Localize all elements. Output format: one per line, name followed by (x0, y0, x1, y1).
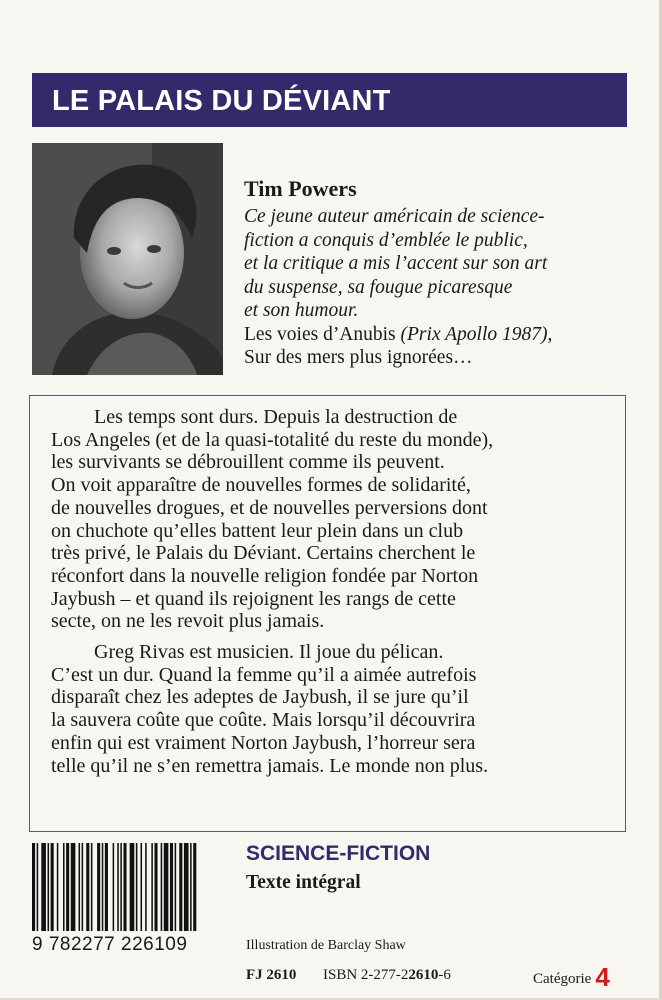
synopsis-paragraph (51, 641, 611, 777)
isbn-prefix: ISBN 2-277-2 (323, 967, 409, 983)
barcode-bar (117, 843, 119, 931)
barcode-bar (151, 843, 153, 931)
barcode-bar (91, 843, 93, 931)
barcode-bar (48, 843, 50, 931)
barcode-bar (57, 843, 59, 931)
synopsis-line: On voit apparaître de nouvelles formes de solidarité, (51, 474, 471, 497)
barcode-bar (113, 843, 115, 931)
barcode-bar (51, 843, 54, 931)
work-title: Les voies d’Anubis (244, 323, 396, 345)
synopsis-line: Los Angeles (et de la quasi-totalité du reste du monde), (51, 428, 494, 451)
category (533, 962, 610, 993)
barcode-bar (130, 843, 135, 931)
author-portrait-icon (32, 143, 223, 375)
barcode-bar (86, 843, 89, 931)
barcode-bar (123, 843, 126, 931)
barcode-bar (120, 843, 122, 931)
barcode-bar (170, 843, 173, 931)
barcode-bar (136, 843, 138, 931)
series-code (246, 967, 296, 984)
author-photo (32, 143, 223, 375)
barcode-bar (184, 843, 189, 931)
barcode-icon (32, 843, 237, 931)
author-bio-line: fiction a conquis d’emblée le public, (244, 229, 528, 251)
isbn (323, 967, 451, 984)
barcode-bar (164, 843, 169, 931)
author-bio (244, 205, 644, 323)
barcode-bar (105, 843, 108, 931)
synopsis-line: C’est un dur. Quand la femme qu’il a aimée autrefois (51, 663, 477, 686)
synopsis-line: enfin qui est vraiment Norton Jaybush, l’horreur sera (51, 731, 476, 754)
author-works-line (244, 323, 644, 347)
synopsis-line: on chuchote qu’elles battent leur plein dans un club (51, 519, 464, 542)
author-bio-line: et la critique a mis l’accent sur son art (244, 253, 548, 274)
barcode-bar (79, 843, 81, 931)
synopsis-line: telle qu’il ne s’en remettra jamais. Le monde non plus. (51, 754, 489, 777)
author-name: Tim Powers (244, 176, 357, 201)
barcode-bar (37, 843, 39, 931)
barcode-bar (102, 843, 104, 931)
barcode-bar (190, 843, 192, 931)
synopsis-paragraph (51, 406, 611, 633)
author-works-line: Sur des mers plus ignorées… (244, 347, 473, 368)
work-award: (Prix Apollo 1987), (400, 323, 553, 345)
synopsis-box (29, 395, 626, 832)
synopsis-line: Les temps sont durs. Depuis la destruction de (94, 406, 458, 428)
barcode-bar (161, 843, 163, 931)
isbn-bold: 2610 (408, 967, 439, 983)
synopsis-line: de nouvelles drogues, et de nouvelles perversions dont (51, 496, 488, 519)
barcode-bar (71, 843, 76, 931)
barcode-bar (179, 843, 182, 931)
synopsis-line: secte, on ne les revoit plus jamais. (51, 610, 325, 633)
category-number: 4 (595, 962, 610, 992)
author-bio-line: Ce jeune auteur américain de science- (244, 206, 545, 227)
synopsis-line: les survivants se débrouillent comme ils peuvent. (51, 451, 445, 474)
author-bio-line: du suspense, sa fougue picaresque (244, 276, 513, 298)
synopsis-line: Greg Rivas est musicien. Il joue du pélican. (94, 641, 444, 664)
synopsis-line: très privé, le Palais du Déviant. Certains cherchent le (51, 542, 476, 565)
synopsis-line: la sauvera coûte que coûte. Mais lorsqu’il découvrira (51, 709, 476, 732)
author-bio-line: et son humour. (244, 300, 359, 321)
category-label: Catégorie (533, 971, 592, 987)
author-info (244, 176, 644, 370)
synopsis-line: Jaybush – et quand ils rejoignent les rangs de cette (51, 587, 456, 610)
barcode-bar (32, 843, 35, 931)
barcode-bar (145, 843, 147, 931)
series-code-text: FJ 2610 (246, 967, 297, 983)
isbn-suffix: -6 (438, 967, 451, 983)
synopsis-line: réconfort dans la nouvelle religion fondée par Norton (51, 564, 479, 587)
barcode-bar (63, 843, 65, 931)
barcode-digits: 9 782277 226109 (32, 934, 188, 955)
barcode-bar (41, 843, 46, 931)
barcode-bar (193, 843, 196, 931)
synopsis-line: disparaît chez les adeptes de Jaybush, il se jure qu’il (51, 686, 469, 709)
barcode-bar (141, 843, 143, 931)
edition-label: Texte intégral (246, 872, 361, 893)
book-title-banner (32, 73, 627, 127)
barcode-bar (66, 843, 69, 931)
barcode-bar (97, 843, 100, 931)
illustration-credit: Illustration de Barclay Shaw (246, 938, 406, 953)
barcode-bar (154, 843, 157, 931)
genre-label: SCIENCE-FICTION (246, 842, 431, 865)
barcode-bar (175, 843, 177, 931)
book-title: LE PALAIS DU DÉVIANT (52, 85, 391, 117)
barcode-bar (82, 843, 84, 931)
